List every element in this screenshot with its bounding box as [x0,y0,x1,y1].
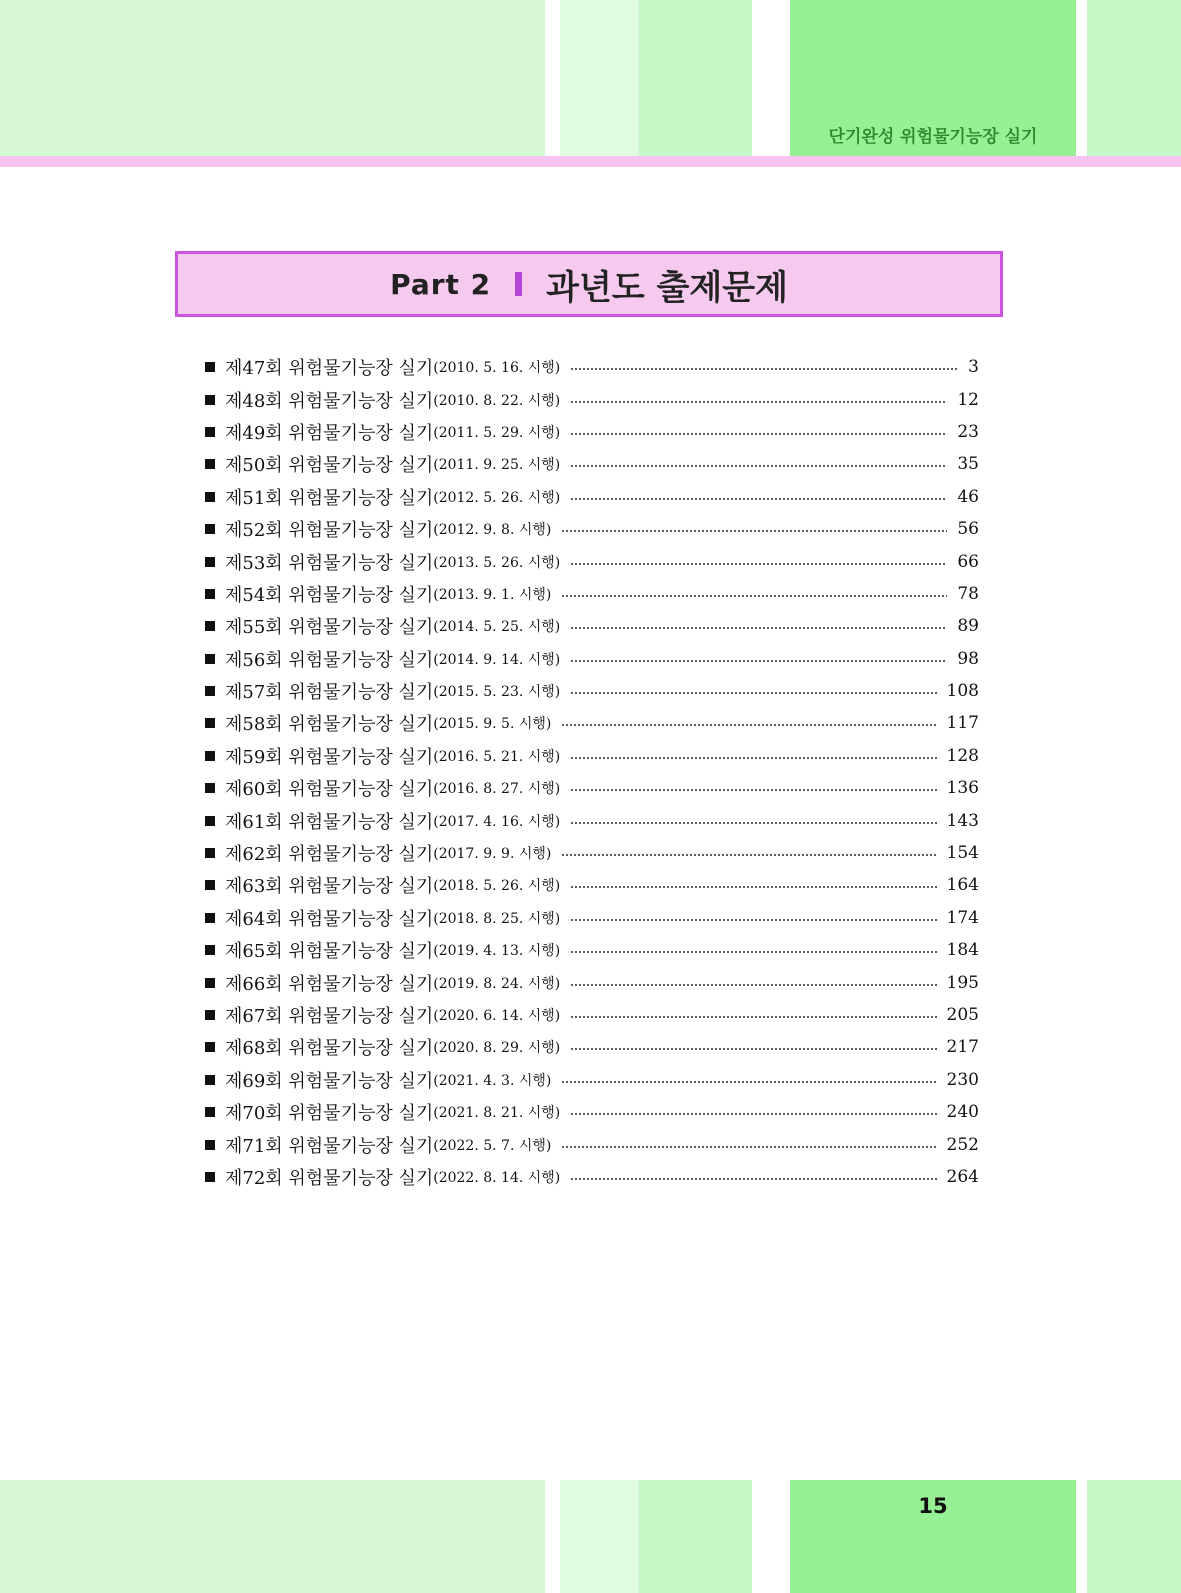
dot-leader [570,433,947,435]
dot-leader [570,660,947,662]
toc-entry[interactable] [205,1096,979,1128]
dot-leader [561,1146,936,1148]
dot-leader [570,919,936,921]
toc-entry-page: 195 [946,972,979,993]
square-bullet-icon [205,459,215,469]
toc-entry[interactable] [205,481,979,513]
toc-entry-page: 35 [957,454,979,475]
toc-entry-title: 제49회 위험물기능장 실기 [225,422,434,444]
toc-entry-title: 제71회 위험물기능장 실기 [225,1135,434,1157]
dot-leader [570,951,936,953]
toc-entry[interactable] [205,999,979,1031]
toc-entry-date: (2014. 9. 14. 시행) [433,651,561,668]
part-label: Part 2 [390,267,492,301]
toc-entry-page: 98 [957,648,979,669]
toc-entry-date: (2019. 4. 13. 시행) [433,943,561,960]
toc-entry-title: 제53회 위험물기능장 실기 [225,552,434,574]
square-bullet-icon [205,654,215,664]
square-bullet-icon [205,783,215,793]
toc-entry-page: 143 [946,810,979,831]
toc-entry-title: 제60회 위험물기능장 실기 [225,779,434,801]
toc-entry-date: (2013. 5. 26. 시행) [433,554,561,571]
square-bullet-icon [205,913,215,923]
dot-leader [570,1178,936,1180]
square-bullet-icon [205,589,215,599]
toc-entry-page: 117 [946,713,979,734]
toc-entry[interactable] [205,772,979,804]
dot-leader [570,1048,936,1050]
dot-leader [570,401,947,403]
toc-entry-date: (2021. 4. 3. 시행) [433,1072,552,1089]
dot-leader [570,886,936,888]
dot-leader [570,984,936,986]
toc-entry-title: 제67회 위험물기능장 실기 [225,1006,434,1027]
square-bullet-icon [205,395,215,405]
toc-entry-page: 56 [957,519,979,540]
dot-leader [570,563,947,565]
toc-entry-date: (2011. 5. 29. 시행) [433,424,561,441]
toc-entry-title: 제55회 위험물기능장 실기 [225,617,434,639]
square-bullet-icon [205,816,215,826]
toc-entry-title: 제59회 위험물기능장 실기 [225,746,434,768]
dot-leader [570,1113,936,1115]
square-bullet-icon [205,1172,215,1182]
toc-entry-page: 154 [946,843,979,864]
toc-entry-page: 164 [946,875,979,896]
toc-entry-title: 제51회 위험물기능장 실기 [225,487,434,509]
toc-entry-date: (2020. 6. 14. 시행) [433,1008,561,1024]
header-block-3 [639,0,752,156]
square-bullet-icon [205,524,215,534]
toc-entry[interactable] [205,1128,979,1160]
toc-entry-date: (2015. 9. 5. 시행) [433,716,552,733]
toc-entry-date: (2018. 5. 26. 시행) [433,878,561,895]
toc-entry-title: 제54회 위험물기능장 실기 [225,584,434,606]
dot-leader [570,368,958,370]
dot-leader [570,757,936,759]
footer-block-2 [560,1480,639,1593]
toc-entry[interactable] [205,934,979,966]
square-bullet-icon [205,718,215,728]
toc-entry[interactable] [205,545,979,577]
dot-leader [561,1081,936,1083]
toc-entry-date: (2011. 9. 25. 시행) [433,457,561,474]
dot-leader [570,822,936,824]
toc-entry[interactable] [205,966,979,998]
square-bullet-icon [205,427,215,437]
toc-entry-date: (2010. 8. 22. 시행) [433,392,561,409]
square-bullet-icon [205,880,215,890]
running-title: 단기완성 위험물기능장 실기 [828,127,1038,147]
toc-entry-date: (2019. 8. 24. 시행) [433,975,561,992]
square-bullet-icon [205,621,215,631]
toc-entry-page: 230 [946,1069,979,1090]
header-block-1 [0,0,545,156]
toc-entry-page: 66 [957,551,979,572]
toc-entry-title: 제66회 위험물기능장 실기 [225,973,434,995]
square-bullet-icon [205,362,215,372]
toc-entry[interactable] [205,740,979,772]
square-bullet-icon [205,1140,215,1150]
toc-entry-date: (2016. 5. 21. 시행) [433,748,561,765]
toc-entry-page: 174 [946,907,979,928]
toc-entry[interactable] [205,513,979,545]
toc-entry-page: 136 [946,778,979,799]
toc-entry-date: (2012. 5. 26. 시행) [433,489,561,506]
toc-entry[interactable] [205,610,979,642]
dot-leader [561,724,936,726]
toc-entry-title: 제52회 위험물기능장 실기 [225,520,434,542]
dot-leader [561,595,947,597]
footer-block-1 [0,1480,545,1593]
toc-entry-page: 89 [957,616,979,637]
toc-entry-title: 제62회 위험물기능장 실기 [225,844,434,866]
toc-entry-date: (2014. 5. 25. 시행) [433,619,561,636]
square-bullet-icon [205,848,215,858]
toc-entry-title: 제61회 위험물기능장 실기 [225,811,434,833]
page-number: 15 [918,1494,948,1518]
toc-entry-date: (2017. 4. 16. 시행) [433,813,561,830]
toc-entry-date: (2022. 5. 7. 시행) [433,1137,552,1154]
toc-entry-title: 제48회 위험물기능장 실기 [225,390,434,412]
header-divider [0,156,1181,167]
toc-entry-date: (2016. 8. 27. 시행) [433,781,561,798]
toc-entry-date: (2010. 5. 16. 시행) [433,360,561,377]
toc-entry-date: (2021. 8. 21. 시행) [433,1105,561,1122]
toc-entry-title: 제58회 위험물기능장 실기 [225,714,434,736]
toc-entry-page: 46 [957,486,979,507]
toc-entry-title: 제64회 위험물기능장 실기 [225,908,434,930]
toc-entry-title: 제50회 위험물기능장 실기 [225,455,434,477]
dot-leader [570,692,936,694]
toc-entry[interactable] [205,643,979,675]
toc-entry-title: 제68회 위험물기능장 실기 [225,1038,434,1060]
square-bullet-icon [205,751,215,761]
toc-entry[interactable] [205,902,979,934]
toc-entry-title: 제65회 위험물기능장 실기 [225,941,434,963]
square-bullet-icon [205,1107,215,1117]
dot-leader [570,789,936,791]
toc-entry-title: 제69회 위험물기능장 실기 [225,1070,434,1092]
footer-block-5 [1087,1480,1181,1593]
dot-leader [570,498,947,500]
square-bullet-icon [205,978,215,988]
toc-entry-title: 제70회 위험물기능장 실기 [225,1103,434,1125]
toc-entry-page: 108 [946,681,979,702]
dot-leader [570,627,947,629]
toc-entry[interactable] [205,1161,979,1193]
toc-entry-date: (2013. 9. 1. 시행) [433,586,552,603]
toc-entry-page: 12 [957,389,979,410]
toc-entry-page: 240 [946,1102,979,1123]
toc-entry[interactable] [205,675,979,707]
toc-entry-page: 3 [968,357,979,378]
square-bullet-icon [205,1042,215,1052]
toc-entry[interactable] [205,1064,979,1096]
square-bullet-icon [205,557,215,567]
part-title-box [175,251,1003,317]
toc-entry[interactable] [205,804,979,836]
toc-entry-page: 264 [946,1166,979,1187]
toc-entry-page: 128 [946,745,979,766]
square-bullet-icon [205,686,215,696]
toc-entry-page: 23 [957,421,979,442]
square-bullet-icon [205,1010,215,1020]
toc-entry[interactable] [205,707,979,739]
toc-entry-title: 제57회 위험물기능장 실기 [225,682,434,704]
toc-entry[interactable] [205,1031,979,1063]
square-bullet-icon [205,492,215,502]
header-block-5 [1087,0,1181,156]
dot-leader [561,854,936,856]
footer-block-3 [639,1480,752,1593]
toc-entry-page: 78 [957,583,979,604]
toc-entry-page: 217 [946,1037,979,1058]
header-block-2 [560,0,639,156]
toc-entry[interactable] [205,578,979,610]
toc-entry-page: 252 [946,1134,979,1155]
dot-leader [570,1016,936,1018]
toc-entry-title: 제72회 위험물기능장 실기 [225,1167,434,1189]
part-separator-bar [515,272,522,296]
toc-entry-page: 205 [946,1005,979,1025]
square-bullet-icon [205,1075,215,1085]
toc-entry-date: (2022. 8. 14. 시행) [433,1169,561,1186]
toc-entry[interactable] [205,448,979,480]
toc-entry-date: (2015. 5. 23. 시행) [433,684,561,701]
toc-entry-date: (2020. 8. 29. 시행) [433,1040,561,1057]
toc-entry-date: (2012. 9. 8. 시행) [433,522,552,539]
toc-entry[interactable] [205,351,979,383]
table-of-contents [205,351,979,1193]
toc-entry[interactable] [205,383,979,415]
dot-leader [570,465,947,467]
toc-entry-page: 184 [946,940,979,961]
toc-entry-title: 제47회 위험물기능장 실기 [225,358,434,380]
toc-entry-date: (2018. 8. 25. 시행) [433,910,561,927]
toc-entry[interactable] [205,869,979,901]
toc-entry-date: (2017. 9. 9. 시행) [433,846,552,863]
toc-entry[interactable] [205,416,979,448]
toc-entry[interactable] [205,837,979,869]
square-bullet-icon [205,945,215,955]
dot-leader [561,530,947,532]
part-title: 과년도 출제문제 [546,267,788,308]
toc-entry-title: 제63회 위험물기능장 실기 [225,876,434,898]
toc-entry-title: 제56회 위험물기능장 실기 [225,649,434,671]
